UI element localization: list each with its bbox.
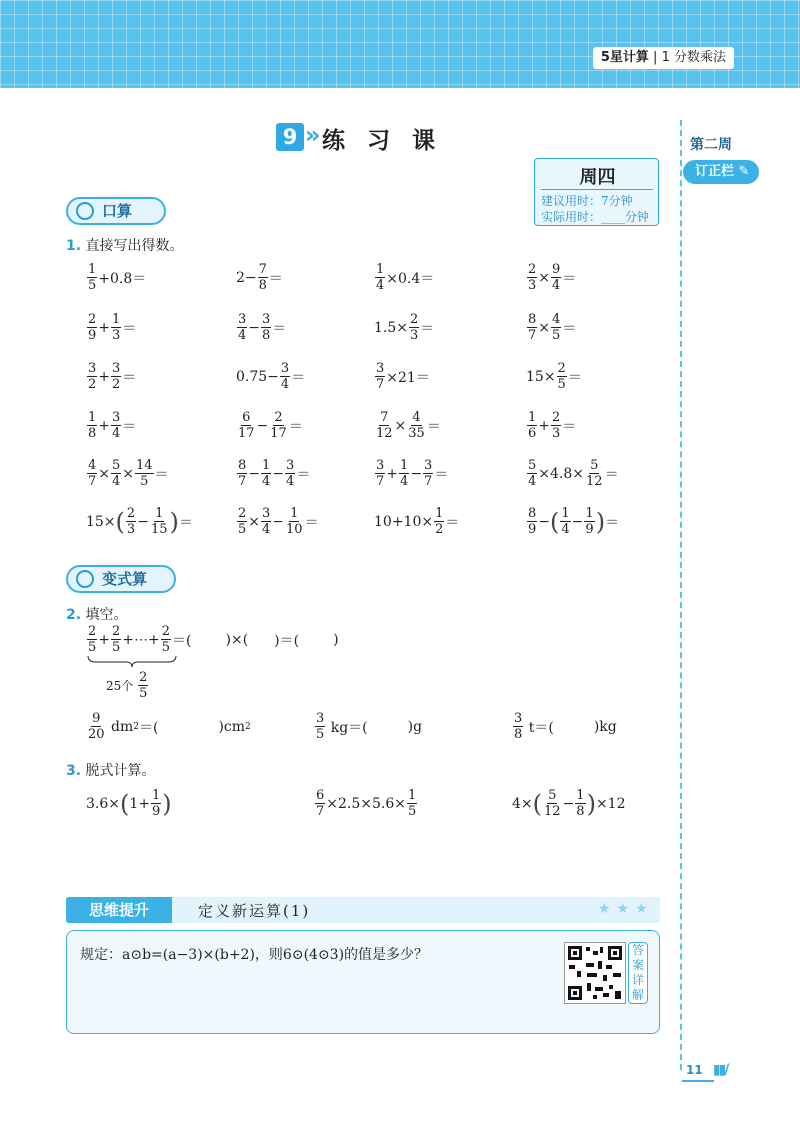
oral-item: 5 4 ×4.8× 5 12 ＝: [528, 458, 619, 489]
q2-conversion: 3 8 t＝( )kg: [514, 711, 617, 742]
page-number: 11 ▮▮/: [686, 1062, 728, 1078]
oral-item: 1 4 ×0.4＝: [376, 262, 435, 293]
oral-item: 2 5 × 3 4 − 1 10 ＝: [238, 506, 319, 537]
q1-title: 1. 直接写出得数。: [66, 238, 184, 254]
target-icon: [76, 570, 94, 588]
oral-item: 4 7 × 5 4 × 14 5 ＝: [88, 458, 169, 489]
books-icon: ▮▮/: [712, 1062, 728, 1078]
underbrace: [86, 654, 178, 668]
oral-item: 2 9 + 1 3 ＝: [88, 312, 137, 343]
thinking-subtitle: 定义新运算(1): [198, 902, 311, 920]
lesson-title: 练习课: [322, 128, 457, 154]
correction-column-label: 订正栏 ✎: [683, 160, 759, 184]
page-number-underline: [682, 1080, 714, 1082]
oral-item: 8 9 − ( 1 4 − 1 9 ) ＝: [528, 506, 620, 537]
qr-code-icon[interactable]: [564, 942, 626, 1004]
oral-item: 3 2 + 3 2 ＝: [88, 361, 137, 392]
margin-divider: [680, 120, 682, 1070]
day-divider: [541, 189, 653, 190]
oral-item: 2 3 × 9 4 ＝: [528, 262, 577, 293]
q3-item: 3.6× ( 1+ 1 9 ): [86, 788, 172, 819]
underbrace-label: 25个 2 5: [106, 670, 148, 701]
oral-item: 8 7 − 1 4 − 3 4 ＝: [238, 458, 311, 489]
oral-item: 3 7 ×21＝: [376, 361, 430, 392]
q2-sum: 2 5 + 2 5 +⋯+ 2 5 ＝( )×( )＝( ): [88, 624, 339, 655]
oral-item: 0.75− 3 4 ＝: [236, 361, 306, 392]
oral-item: 15× ( 2 3 − 1 15 ) ＝: [86, 506, 193, 537]
q2-title: 2. 填空。: [66, 607, 128, 623]
oral-item: 1 5 +0.8＝: [88, 262, 147, 293]
stopwatch-icon: [76, 202, 94, 220]
suggested-time: 建议用时：7分钟: [541, 194, 633, 208]
oral-item: 8 7 × 4 5 ＝: [528, 312, 577, 343]
day-card: [534, 158, 659, 226]
oral-item: 1.5× 2 3 ＝: [374, 312, 435, 343]
pencil-icon: ✎: [738, 164, 750, 179]
oral-item: 7 12 × 4 35 ＝: [376, 410, 441, 441]
header-band: [0, 0, 800, 88]
oral-item: 3 4 − 3 8 ＝: [238, 312, 287, 343]
chevron-right-icon: »: [305, 121, 321, 149]
oral-item: 15× 2 5 ＝: [526, 361, 582, 392]
header-tag: 5星计算 | 1 分数乘法: [593, 47, 734, 69]
section-variant: 变式算: [66, 565, 176, 593]
q2-conversion: 9 20 dm 2 ＝( )cm 2: [88, 711, 251, 742]
q3-item: 4× ( 5 12 − 1 8 ) ×12: [512, 788, 626, 819]
oral-item: 1 8 + 3 4 ＝: [88, 410, 137, 441]
lesson-number: 9: [276, 123, 304, 151]
q2-conversion: 3 5 kg＝( )g: [316, 711, 423, 742]
actual-time: 实际用时：____分钟: [541, 210, 650, 224]
section-oral: 口算: [66, 197, 166, 225]
oral-item: 1 6 + 2 3 ＝: [528, 410, 577, 441]
day-label: 周四: [579, 167, 616, 188]
oral-item: 2− 7 8 ＝: [236, 262, 283, 293]
thinking-question: 规定：a⊙b=(a−3)×(b+2)，则6⊙(4⊙3)的值是多少？: [80, 947, 429, 963]
week-label: 第二周: [690, 137, 732, 153]
oral-item: 10+10× 1 2 ＝: [374, 506, 460, 537]
q3-title: 3. 脱式计算。: [66, 763, 156, 779]
thinking-tag: 思维提升: [66, 897, 172, 923]
oral-item: 3 7 + 1 4 − 3 7 ＝: [376, 458, 449, 489]
answer-explanation-label[interactable]: 答 案 详 解: [628, 942, 648, 1004]
q3-item: 6 7 ×2.5×5.6× 1 5: [316, 788, 417, 819]
oral-item: 6 17 − 2 17 ＝: [238, 410, 303, 441]
star-icon: ★★★: [598, 901, 654, 917]
